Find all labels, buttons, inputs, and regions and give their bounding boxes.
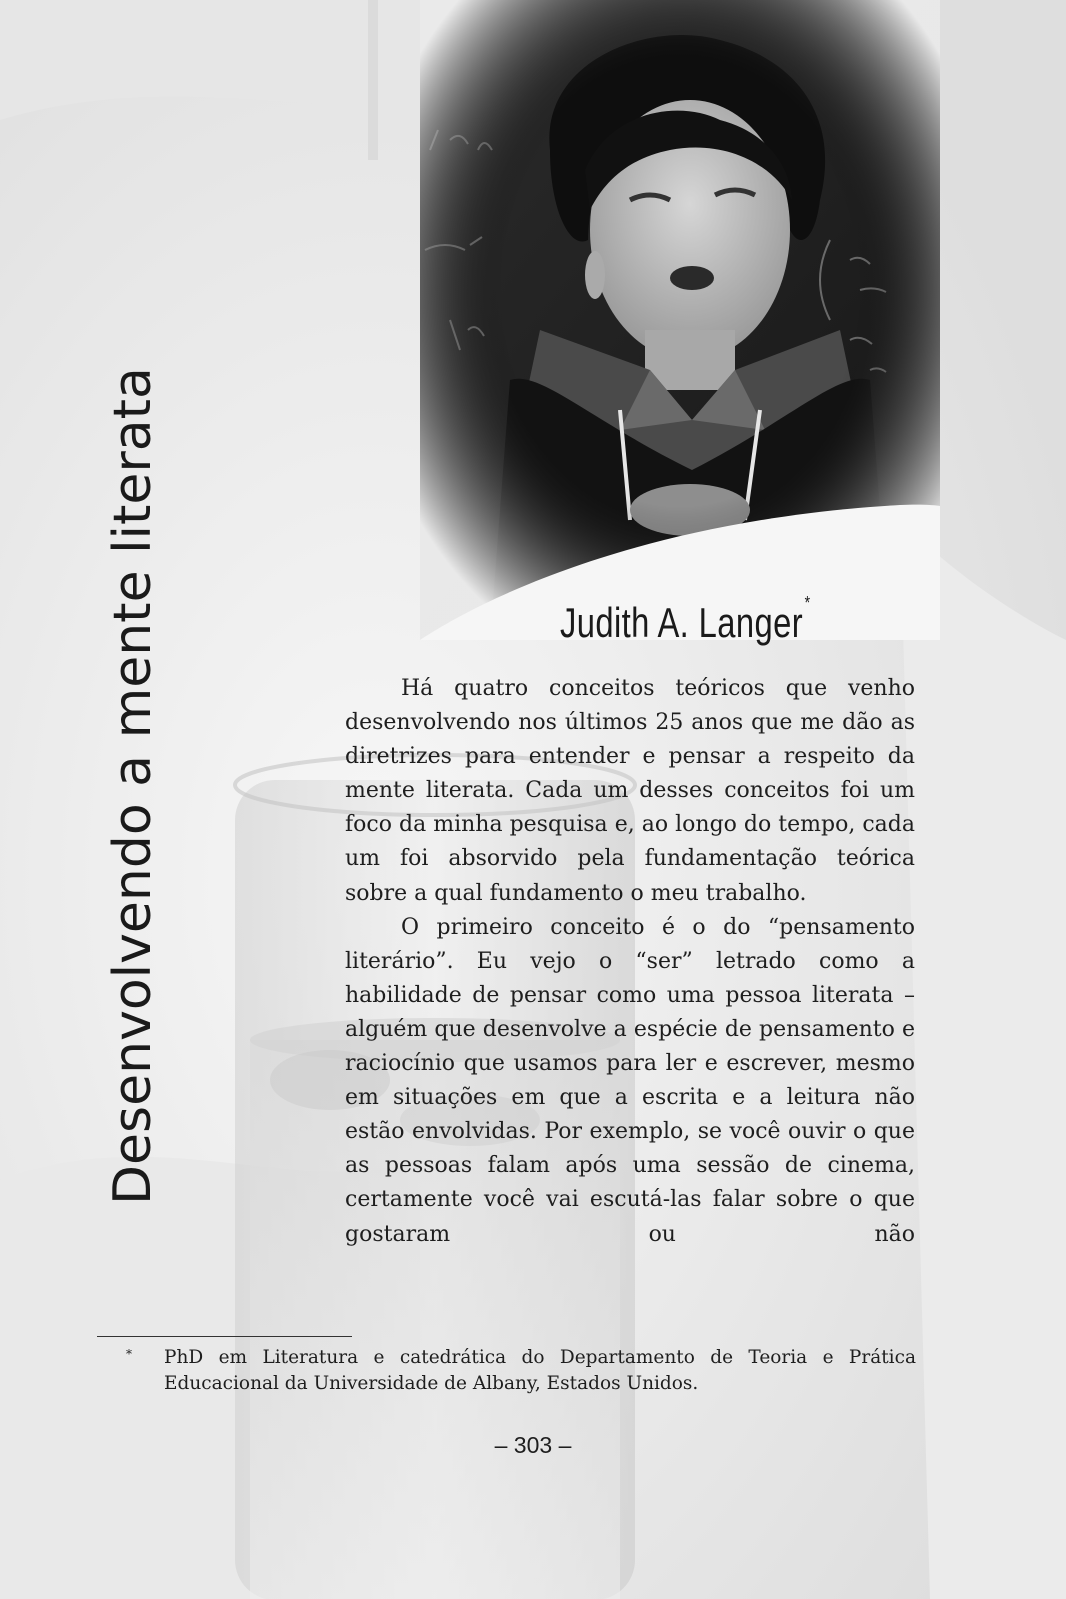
paragraph: O primeiro conceito é o do “pensamento literário”. Eu vejo o “ser” letrado como a habilidade de pensar como uma pessoa literata – alguém que desenvolve a espécie de pensamento e raciocínio que usamos para ler e escrever, mesmo em situações em que a escrita e a leitura não estão envolvidas. Por exemplo, se você ouvir o que as pessoas falam após uma sessão de cinema, certamente você vai escutá-las falar sobre o que gostaram ou não bbox=[345, 914, 915, 1247]
paragraph: Há quatro conceitos teóricos que venho desenvolvendo nos últimos 25 anos que me dão as diretrizes para entender e pensar a respeito da mente literata. Cada um desses conceitos foi um foco da minha pesquisa e, ao longo do tempo, cada um foi absorvido pela fundamentação teórica sobre a qual fundamento o meu trabalho. bbox=[345, 676, 915, 906]
author-name bbox=[560, 593, 810, 647]
footnote-marker: * bbox=[126, 1347, 132, 1361]
footnote bbox=[126, 1345, 916, 1397]
footnote-text: PhD em Literatura e catedrática do Departamento de Teoria e Prática Educacional da Universidade de Albany, Estados Unidos. bbox=[164, 1347, 916, 1394]
author-portrait-photo bbox=[420, 0, 940, 640]
author-name-text: Judith A. Langer bbox=[560, 599, 804, 646]
page-number: – 303 – bbox=[494, 1432, 572, 1458]
footnote-divider bbox=[97, 1336, 352, 1337]
body-text bbox=[345, 672, 915, 1252]
author-footnote-marker: * bbox=[804, 593, 811, 613]
chapter-title: Desenvolvendo a mente literata bbox=[103, 367, 163, 1205]
